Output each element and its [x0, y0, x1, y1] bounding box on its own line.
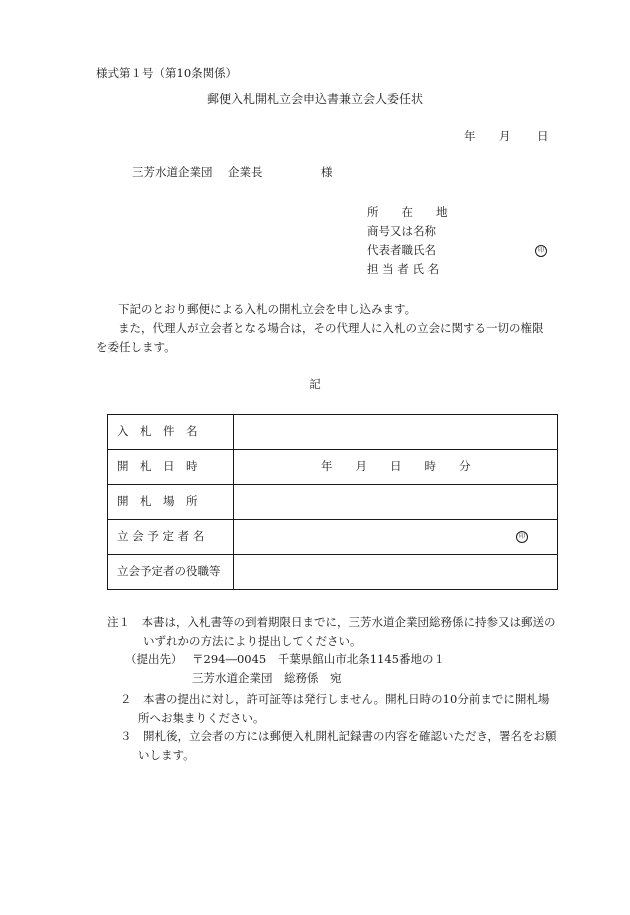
submit-to-address: 〒294―0045 千葉県館山市北条1145番地の１ — [192, 652, 445, 666]
attendee-name-label: 立 会 予 定 者 名 — [108, 520, 234, 555]
date-day: 日 — [537, 129, 549, 143]
addressee-position: 企業長 — [228, 165, 263, 179]
opening-place-field[interactable] — [234, 485, 558, 520]
table-row — [108, 415, 558, 450]
note-1: 注１ 本書は，入札書等の到着期限日までに，三芳水道企業団総務係に持参又は郵送のいずれかの方法により提出してください。 — [107, 615, 556, 648]
submit-to-label: （提出先） — [125, 652, 183, 666]
addressee-honorific: 様 — [321, 165, 333, 179]
bid-item-name-field[interactable] — [234, 415, 558, 450]
address-label: 所 在 地 — [367, 205, 448, 219]
table-row — [108, 485, 558, 520]
submit-to-organization: 三芳水道企業団 総務係 宛 — [192, 671, 342, 685]
body-paragraph-2: また，代理人が立会者となる場合は，その代理人に入札の立会に関する一切の権限を委任します。 — [96, 321, 544, 354]
attendee-name-field[interactable] — [234, 520, 558, 555]
ki-heading: 記 — [309, 377, 321, 391]
table-row — [108, 555, 558, 590]
addressee-organization: 三芳水道企業団 — [132, 165, 213, 179]
attendee-position-label: 立会予定者の役職等 — [108, 555, 234, 590]
date-year: 年 — [464, 129, 476, 143]
date-month: 月 — [499, 129, 511, 143]
bid-item-name-label: 入 札 件 名 — [108, 415, 234, 450]
document-title: 郵便入札開札立会申込書兼立会人委任状 — [206, 92, 423, 106]
attendee-position-field[interactable] — [234, 555, 558, 590]
opening-datetime-label: 開 札 日 時 — [108, 450, 234, 485]
note-2: ２ 本書の提出に対し，許可証等は発行しません。開札日時の10分前までに開札場所へお集まりください。 — [120, 692, 550, 725]
tender-info-table — [107, 414, 558, 590]
seal-mark-icon: 印 — [535, 245, 547, 257]
trade-name-label: 商号又は名称 — [367, 224, 436, 238]
form-number-label: 様式第１号（第10条関係） — [96, 66, 238, 80]
table-row — [108, 450, 558, 485]
contact-person-label: 担 当 者 氏 名 — [367, 262, 440, 276]
opening-place-label: 開 札 場 所 — [108, 485, 234, 520]
seal-mark-icon: 印 — [516, 531, 528, 543]
representative-label: 代表者職氏名 — [367, 243, 436, 257]
note-3: ３ 開札後，立会者の方には郵便入札開札記録書の内容を確認いただき，署名をお願いします。 — [120, 729, 557, 762]
table-row — [108, 520, 558, 555]
opening-datetime-field[interactable]: 年 月 日 時 分 — [234, 450, 558, 485]
body-paragraph-1: 下記のとおり郵便による入札の開札立会を申し込みます。 — [118, 302, 417, 316]
